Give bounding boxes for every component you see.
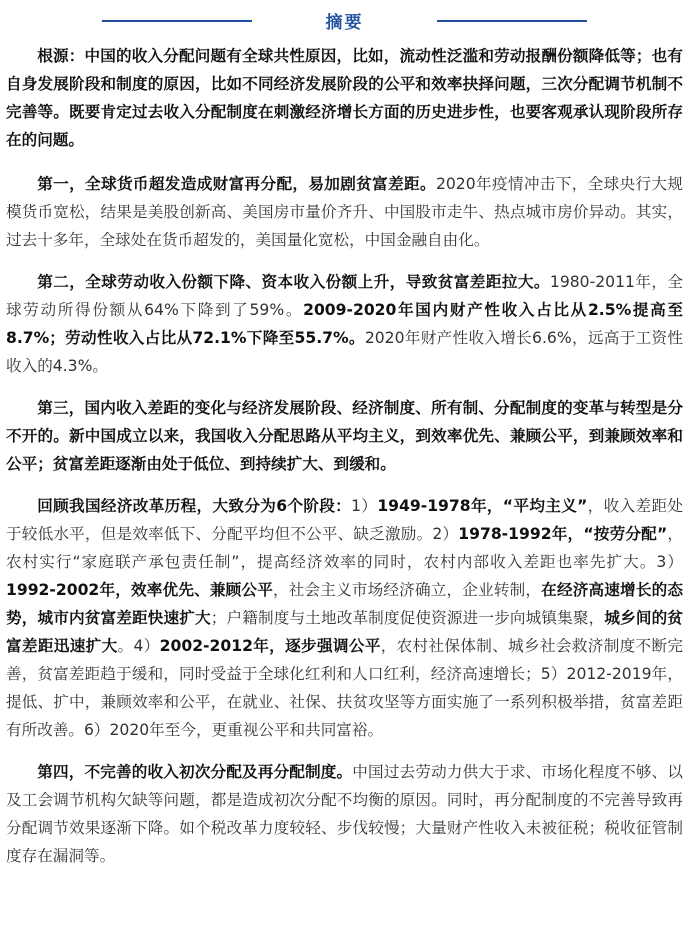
bold-text: 第四，不完善的收入初次分配及再分配制度。	[37, 763, 353, 781]
bold-text: 第一，全球货币超发造成财富再分配，易加剧贫富差距。	[37, 175, 436, 193]
paragraph-point-3	[6, 394, 683, 478]
paragraph-point-4	[6, 758, 683, 870]
body-text: 中国过去劳动力供大于求、市场化程度不够、以及工会调节机构欠缺等问题，都是造成初次分配不均衡的原因。同时，再分配制度的不完善导致再分配调节效果逐渐下降。如个税改革力度较轻、步伐较慢；大量财产性收入未被征税；税收征管制度存在漏洞等。	[6, 763, 683, 865]
section-title: 摘要	[325, 13, 364, 33]
paragraph-reform-stages	[6, 492, 683, 744]
body-text: 。4）	[117, 637, 160, 655]
section-header	[6, 0, 683, 42]
bold-text: 第三，国内收入差距的变化与经济发展阶段、经济制度、所有制、分配制度的变革与转型是分不开的。新中国成立以来，我国收入分配思路从平均主义，到效率优先、兼顾公平，到兼顾效率和公平；贫富差距逐渐由处于低位、到持续扩大、到缓和。	[6, 399, 683, 473]
bold-text: 在经济高速增长的态势，城市内贫富差距快速扩大	[6, 581, 683, 627]
body-text: ，农村社保体制、城乡社会救济制度不断完善，贫富差距趋于缓和，同时受益于全球化红利和人口红利，经济高速增长；5）2012-2019年，提低、扩中，兼顾效率和公平，在就业、社保、扶贫攻坚等方面实施了一系列积极举措，贫富差距有所改善。6）2020年至今，更重视公平和共同富裕。	[6, 637, 683, 739]
body-text: 1）	[351, 497, 378, 515]
body-text: ，社会主义市场经济确立，企业转制，	[272, 581, 542, 599]
bold-text: 根源：中国的收入分配问题有全球共性原因，比如，流动性泛滥和劳动报酬份额降低等；也有自身发展阶段和制度的原因，比如不同经济发展阶段的公平和效率抉择问题，三次分配调节机制不完善等。既要肯定过去收入分配制度在刺激经济增长方面的历史进步性，也要客观承认现阶段所存在的问题。	[6, 47, 683, 149]
bold-text: 城乡间的贫富差距迅速扩大	[6, 609, 683, 655]
bold-text: 2002-2012年，逐步强调公平	[159, 637, 381, 655]
bold-text: 1992-2002年，效率优先、兼顾公平	[6, 581, 273, 599]
bold-text: 2009-2020年国内财产性收入占比从2.5%提高至8.7%；劳动性收入占比从72.1%下降至55.7%。	[6, 301, 683, 347]
body-text: 2020年疫情冲击下，全球央行大规模货币宽松，结果是美股创新高、美国房市量价齐升、中国股市走牛、热点城市房价异动。其实，过去十多年，全球处在货币超发的，美国量化宽松，中国金融自由化。	[6, 175, 683, 249]
paragraph-point-1	[6, 170, 683, 254]
bold-text: 第二，全球劳动收入份额下降、资本收入份额上升，导致贫富差距拉大。	[37, 273, 550, 291]
body-text: ，收入差距处于较低水平，但是效率低下、分配平均但不公平、缺乏激励。2）	[6, 497, 683, 543]
bold-text: 回顾我国经济改革历程，大致分为6个阶段：	[37, 497, 352, 515]
bold-text: 1949-1978年，“平均主义”	[377, 497, 588, 515]
paragraph-point-2	[6, 268, 683, 380]
body-text: ；户籍制度与土地改革制度促使资源进一步向城镇集聚，	[210, 609, 605, 627]
bold-text: 1978-1992年，“按劳分配”	[458, 525, 668, 543]
header-rule-right	[437, 20, 587, 22]
paragraph-root-cause	[6, 42, 683, 154]
body-text: 2020年财产性收入增长6.6%，远高于工资性收入的4.3%。	[6, 329, 683, 375]
body-text: 1980-2011年，全球劳动所得份额从64%下降到了59%。	[6, 273, 683, 319]
body-text: ，农村实行“家庭联产承包责任制”，提高经济效率的同时，农村内部收入差距也率先扩大。3）	[6, 525, 683, 571]
